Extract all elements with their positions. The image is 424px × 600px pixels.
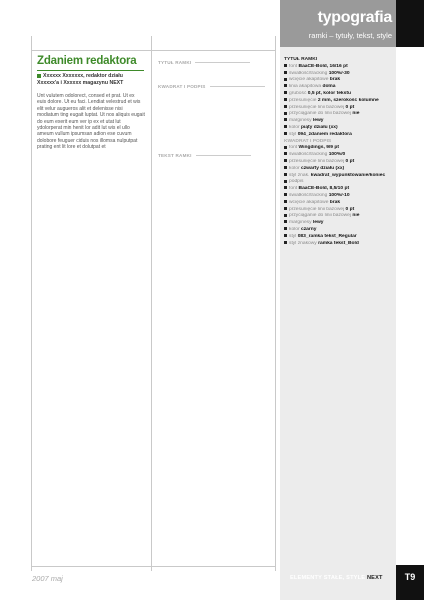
- spec-label: styl: [289, 131, 297, 137]
- spec-label: przesunięcie linii bazowej: [289, 206, 345, 212]
- spec-row: [284, 220, 394, 227]
- spec-label: marginesy: [289, 118, 312, 124]
- spec-row: [284, 125, 394, 132]
- spec-label: kolor: [289, 165, 300, 171]
- spec-value: BaaCE-Bold, 8,5/10 pt: [298, 186, 350, 192]
- spec-row: [284, 173, 394, 180]
- green-square-icon: [37, 74, 41, 78]
- spec-label: przesunięcie linii bazowej: [289, 158, 345, 164]
- bullet-square-icon: [284, 159, 287, 162]
- bullet-square-icon: [284, 186, 287, 189]
- spec-label: światłość/tracking: [289, 152, 328, 158]
- spec-label: kolor: [289, 124, 300, 130]
- spec-label: wcięcie akapitowe: [289, 77, 329, 83]
- spec-row: [284, 241, 394, 248]
- bullet-square-icon: [284, 152, 287, 155]
- guide-line: [31, 566, 275, 567]
- spec-section-heading: TYTUŁ RAMKI: [284, 57, 318, 62]
- corner-black-bar: [396, 0, 424, 47]
- spec-label: styl znakowy: [289, 240, 317, 246]
- spec-value: Wingdings, 9/9 pt: [298, 145, 339, 151]
- spec-value: piąty działu (xx): [300, 124, 338, 130]
- spec-row: [284, 159, 394, 166]
- spec-row: [284, 193, 394, 200]
- spec-value: lewy: [312, 220, 324, 226]
- label-square: KWADRAT I PODPIS: [158, 84, 265, 89]
- spec-label: przesunięcie linii bazowej: [289, 104, 345, 110]
- footer-brand: NEXT: [366, 575, 383, 581]
- spec-row: [284, 91, 394, 98]
- bullet-square-icon: [284, 193, 287, 196]
- bullet-square-icon: [284, 64, 287, 67]
- spec-value: 100%/-30: [328, 70, 350, 76]
- spec-label: wcięcie akapitowe: [289, 199, 329, 205]
- spec-value: kwadrat_wypunktowanie/koniec: [310, 172, 386, 178]
- spec-row: [284, 179, 394, 186]
- spec-label: marginesy: [289, 220, 312, 226]
- bullet-square-icon: [284, 105, 287, 108]
- bullet-square-icon: [284, 132, 287, 135]
- spec-row: [284, 166, 394, 173]
- spec-value: czwarty działu (xx): [300, 165, 345, 171]
- spec-value: 083_ramka tekst_Regular: [297, 233, 357, 239]
- spec-row: [284, 118, 394, 125]
- edge-strip: [396, 47, 424, 565]
- bullet-square-icon: [284, 180, 287, 183]
- spec-label: przesunięcie: [289, 97, 317, 103]
- bullet-square-icon: [284, 220, 287, 223]
- guide-line: [31, 36, 32, 571]
- spec-row: [284, 84, 394, 91]
- spec-value: dolna: [322, 84, 336, 90]
- spec-row: [284, 152, 394, 159]
- page-number-bar: [396, 565, 424, 600]
- spec-row: [284, 98, 394, 105]
- spec-label: podpis: [289, 179, 304, 185]
- bullet-square-icon: [284, 234, 287, 237]
- spec-value: 2 mm, szerokość kolumne: [317, 97, 379, 103]
- spec-row: [284, 227, 394, 234]
- spec-label: światłość/tracking: [289, 192, 328, 198]
- page-number: T9: [404, 572, 416, 582]
- spec-label: font: [289, 186, 298, 192]
- bullet-square-icon: [284, 214, 287, 217]
- spec-row: [284, 64, 394, 71]
- bullet-square-icon: [284, 71, 287, 74]
- spec-value: czarny: [300, 226, 317, 232]
- spec-value: 094_zdaniem redaktora: [297, 131, 352, 137]
- article-body: Unt vulutem odolorect, consed et prat. Ut ex euis dolore. Ut eu faci. Lendiat velestrud et wis elit velur augueros alit et delenisse nisi modiatum ting eugait luptat. Ut nos aliquis eugait do eum exerit eum ver ip ex et utat lut ydolorperat min henit lor adit lut wis el ullo ameum vullum ipsumsan adion ese cuvum dolobore feuguer ciduis nos illomsa nulputpat prating ent lit lore et dolutpat et: [37, 93, 145, 151]
- lead-text: Xxxxxx Xxxxxxx, redaktor działu Xxxxxx'a i Xxxxxx magazynu NEXT: [37, 73, 124, 86]
- spec-value: 0,5 pt, kolor tekstu: [307, 90, 351, 96]
- spec-value: nie: [352, 111, 360, 117]
- bullet-square-icon: [284, 146, 287, 149]
- bullet-square-icon: [284, 241, 287, 244]
- spec-value: BaaCE-Bold, 16/16 pt: [298, 63, 348, 69]
- spec-row: [284, 132, 394, 139]
- spec-value: 0 pt: [345, 158, 355, 164]
- bullet-square-icon: [284, 207, 287, 210]
- spec-value: brak: [329, 199, 341, 205]
- spec-value: 0 pt: [345, 104, 355, 110]
- footer-issue: 2007 maj: [32, 574, 63, 583]
- article-title-rule: [37, 70, 144, 71]
- spec-label: grubość: [289, 90, 307, 96]
- bullet-square-icon: [284, 84, 287, 87]
- spec-value: nie: [352, 213, 360, 219]
- spec-row: [284, 111, 394, 118]
- spec-section-heading: KWADRAT I PODPIS: [284, 138, 332, 144]
- spec-value: ramka tekst_Bold: [318, 240, 359, 246]
- bullet-square-icon: [284, 118, 287, 121]
- spec-label: styl znak.: [289, 172, 310, 178]
- section-title: typografia: [317, 9, 392, 26]
- spec-row: [284, 234, 394, 241]
- article-title: Zdaniem redaktora: [37, 55, 137, 67]
- bullet-square-icon: [284, 98, 287, 101]
- guide-line: [31, 50, 275, 51]
- footer-section-label: ELEMENTY STAŁE, STYLE: [290, 575, 366, 581]
- spec-label: font: [289, 145, 298, 151]
- label-text-frame: TEKST RAMKI: [158, 153, 251, 158]
- bullet-square-icon: [284, 200, 287, 203]
- bullet-square-icon: [284, 91, 287, 94]
- spec-row: [284, 186, 394, 193]
- section-subtitle: ramki – tytuły, tekst, style: [308, 31, 392, 40]
- spec-row: [284, 77, 394, 84]
- spec-label: linia akapitowa: [289, 84, 322, 90]
- guide-line: [275, 36, 276, 571]
- spec-list: [284, 57, 394, 247]
- spec-value: 100%/-10: [328, 192, 350, 198]
- bullet-square-icon: [284, 173, 287, 176]
- spec-row: [284, 213, 394, 220]
- bullet-square-icon: [284, 78, 287, 81]
- article-lead: [37, 73, 145, 86]
- spec-value: 100%/0: [328, 152, 346, 158]
- spec-row: [284, 145, 394, 152]
- spec-label: światłość/tracking: [289, 70, 328, 76]
- label-title-frame: TYTUŁ RAMKI: [158, 60, 250, 65]
- spec-label: przyciąganie do linii bazowej: [289, 213, 351, 219]
- spec-label: font: [289, 63, 298, 69]
- spec-value: brak: [329, 77, 341, 83]
- spec-value: lewy: [312, 118, 324, 124]
- spec-row: [284, 207, 394, 214]
- spec-label: styl: [289, 233, 297, 239]
- spec-row: [284, 71, 394, 78]
- footer-section: [290, 575, 383, 581]
- spec-label: przyciąganie do linii bazowej: [289, 111, 351, 117]
- spec-value: 0 pt: [345, 206, 355, 212]
- spec-row: [284, 105, 394, 112]
- bullet-square-icon: [284, 166, 287, 169]
- spec-row: [284, 200, 394, 207]
- bullet-square-icon: [284, 125, 287, 128]
- spec-label: kolor: [289, 226, 300, 232]
- bullet-square-icon: [284, 227, 287, 230]
- bullet-square-icon: [284, 112, 287, 115]
- guide-line: [151, 36, 152, 571]
